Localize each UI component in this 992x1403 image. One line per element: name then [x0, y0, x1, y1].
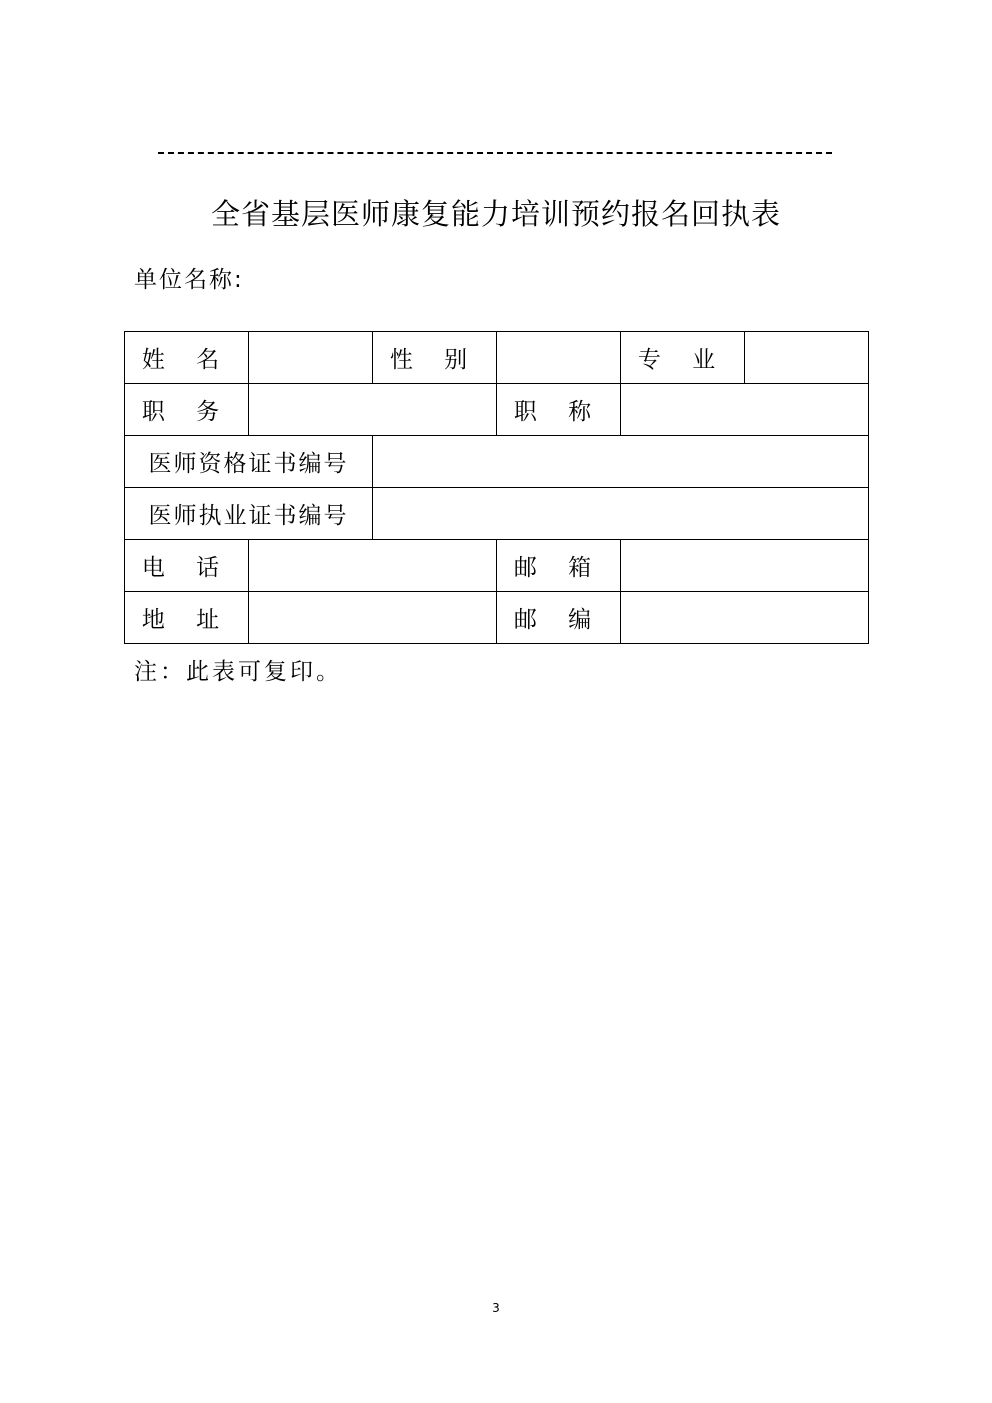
- name-label: 姓 名: [125, 332, 249, 384]
- gender-label: 性 别: [373, 332, 497, 384]
- postcode-field[interactable]: [621, 592, 869, 644]
- name-field[interactable]: [249, 332, 373, 384]
- position-label: 职 务: [125, 384, 249, 436]
- email-field[interactable]: [621, 540, 869, 592]
- qualification-cert-field[interactable]: [373, 436, 869, 488]
- table-row: [125, 592, 869, 644]
- table-row: [125, 384, 869, 436]
- table-row: [125, 488, 869, 540]
- address-label: 地 址: [125, 592, 249, 644]
- email-label: 邮 箱: [497, 540, 621, 592]
- table-row: [125, 332, 869, 384]
- document-title: 全省基层医师康复能力培训预约报名回执表: [210, 197, 781, 231]
- title-field[interactable]: [621, 384, 869, 436]
- specialty-field[interactable]: [745, 332, 869, 384]
- postcode-label: 邮 编: [497, 592, 621, 644]
- specialty-label: 专 业: [621, 332, 745, 384]
- table-row: [125, 540, 869, 592]
- qualification-cert-label: 医师资格证书编号: [125, 436, 373, 488]
- gender-field[interactable]: [497, 332, 621, 384]
- footnote: 注：此表可复印。: [134, 659, 342, 685]
- phone-field[interactable]: [249, 540, 497, 592]
- cut-line-divider: [158, 152, 832, 154]
- position-field[interactable]: [249, 384, 497, 436]
- title-label: 职 称: [497, 384, 621, 436]
- practice-cert-label: 医师执业证书编号: [125, 488, 373, 540]
- registration-form-table: [124, 331, 869, 644]
- practice-cert-field[interactable]: [373, 488, 869, 540]
- phone-label: 电 话: [125, 540, 249, 592]
- address-field[interactable]: [249, 592, 497, 644]
- table-row: [125, 436, 869, 488]
- unit-name-label: 单位名称:: [134, 267, 244, 293]
- page-number: 3: [492, 1301, 500, 1315]
